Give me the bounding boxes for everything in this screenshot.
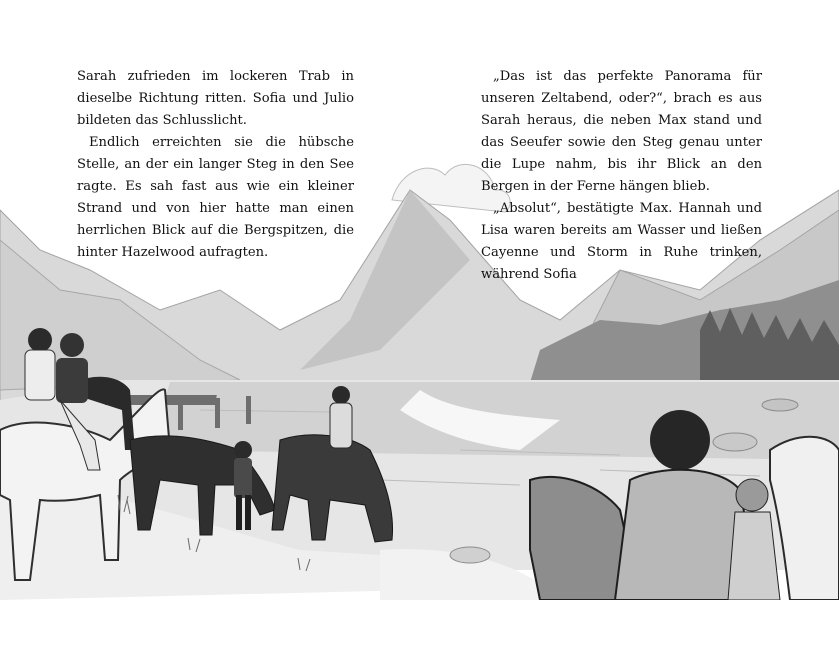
left-paragraph-2: Endlich erreichten sie die hübsche Stelle, an der ein langer Steg in den See ragte. Es sah fast aus wie ein kleiner Strand und von hier hatte man einen herrlichen Blick auf die Bergspitzen, die hinter Hazelwood aufragten.	[77, 135, 354, 260]
right-paragraph-2: „Absolut“, bestätigte Max. Hannah und Lisa waren bereits am Wasser und ließen Cayenne und Storm in Ruhe trinken, während Sofia	[481, 201, 762, 282]
left-paragraph-1: Sarah zufrieden im lockeren Trab in dieselbe Richtung ritten. Sofia und Julio bildeten das Schlusslicht.	[77, 69, 354, 128]
left-page-text	[77, 66, 354, 264]
right-page-text	[481, 66, 762, 286]
right-paragraph-1: „Das ist das perfekte Panorama für unseren Zeltabend, oder?“, brach es aus Sarah heraus, die neben Max stand und das Seeufer sowie den Steg genau unter die Lupe nahm, bis ihr Blick an den Bergen in der Ferne hängen blieb.	[481, 69, 762, 194]
